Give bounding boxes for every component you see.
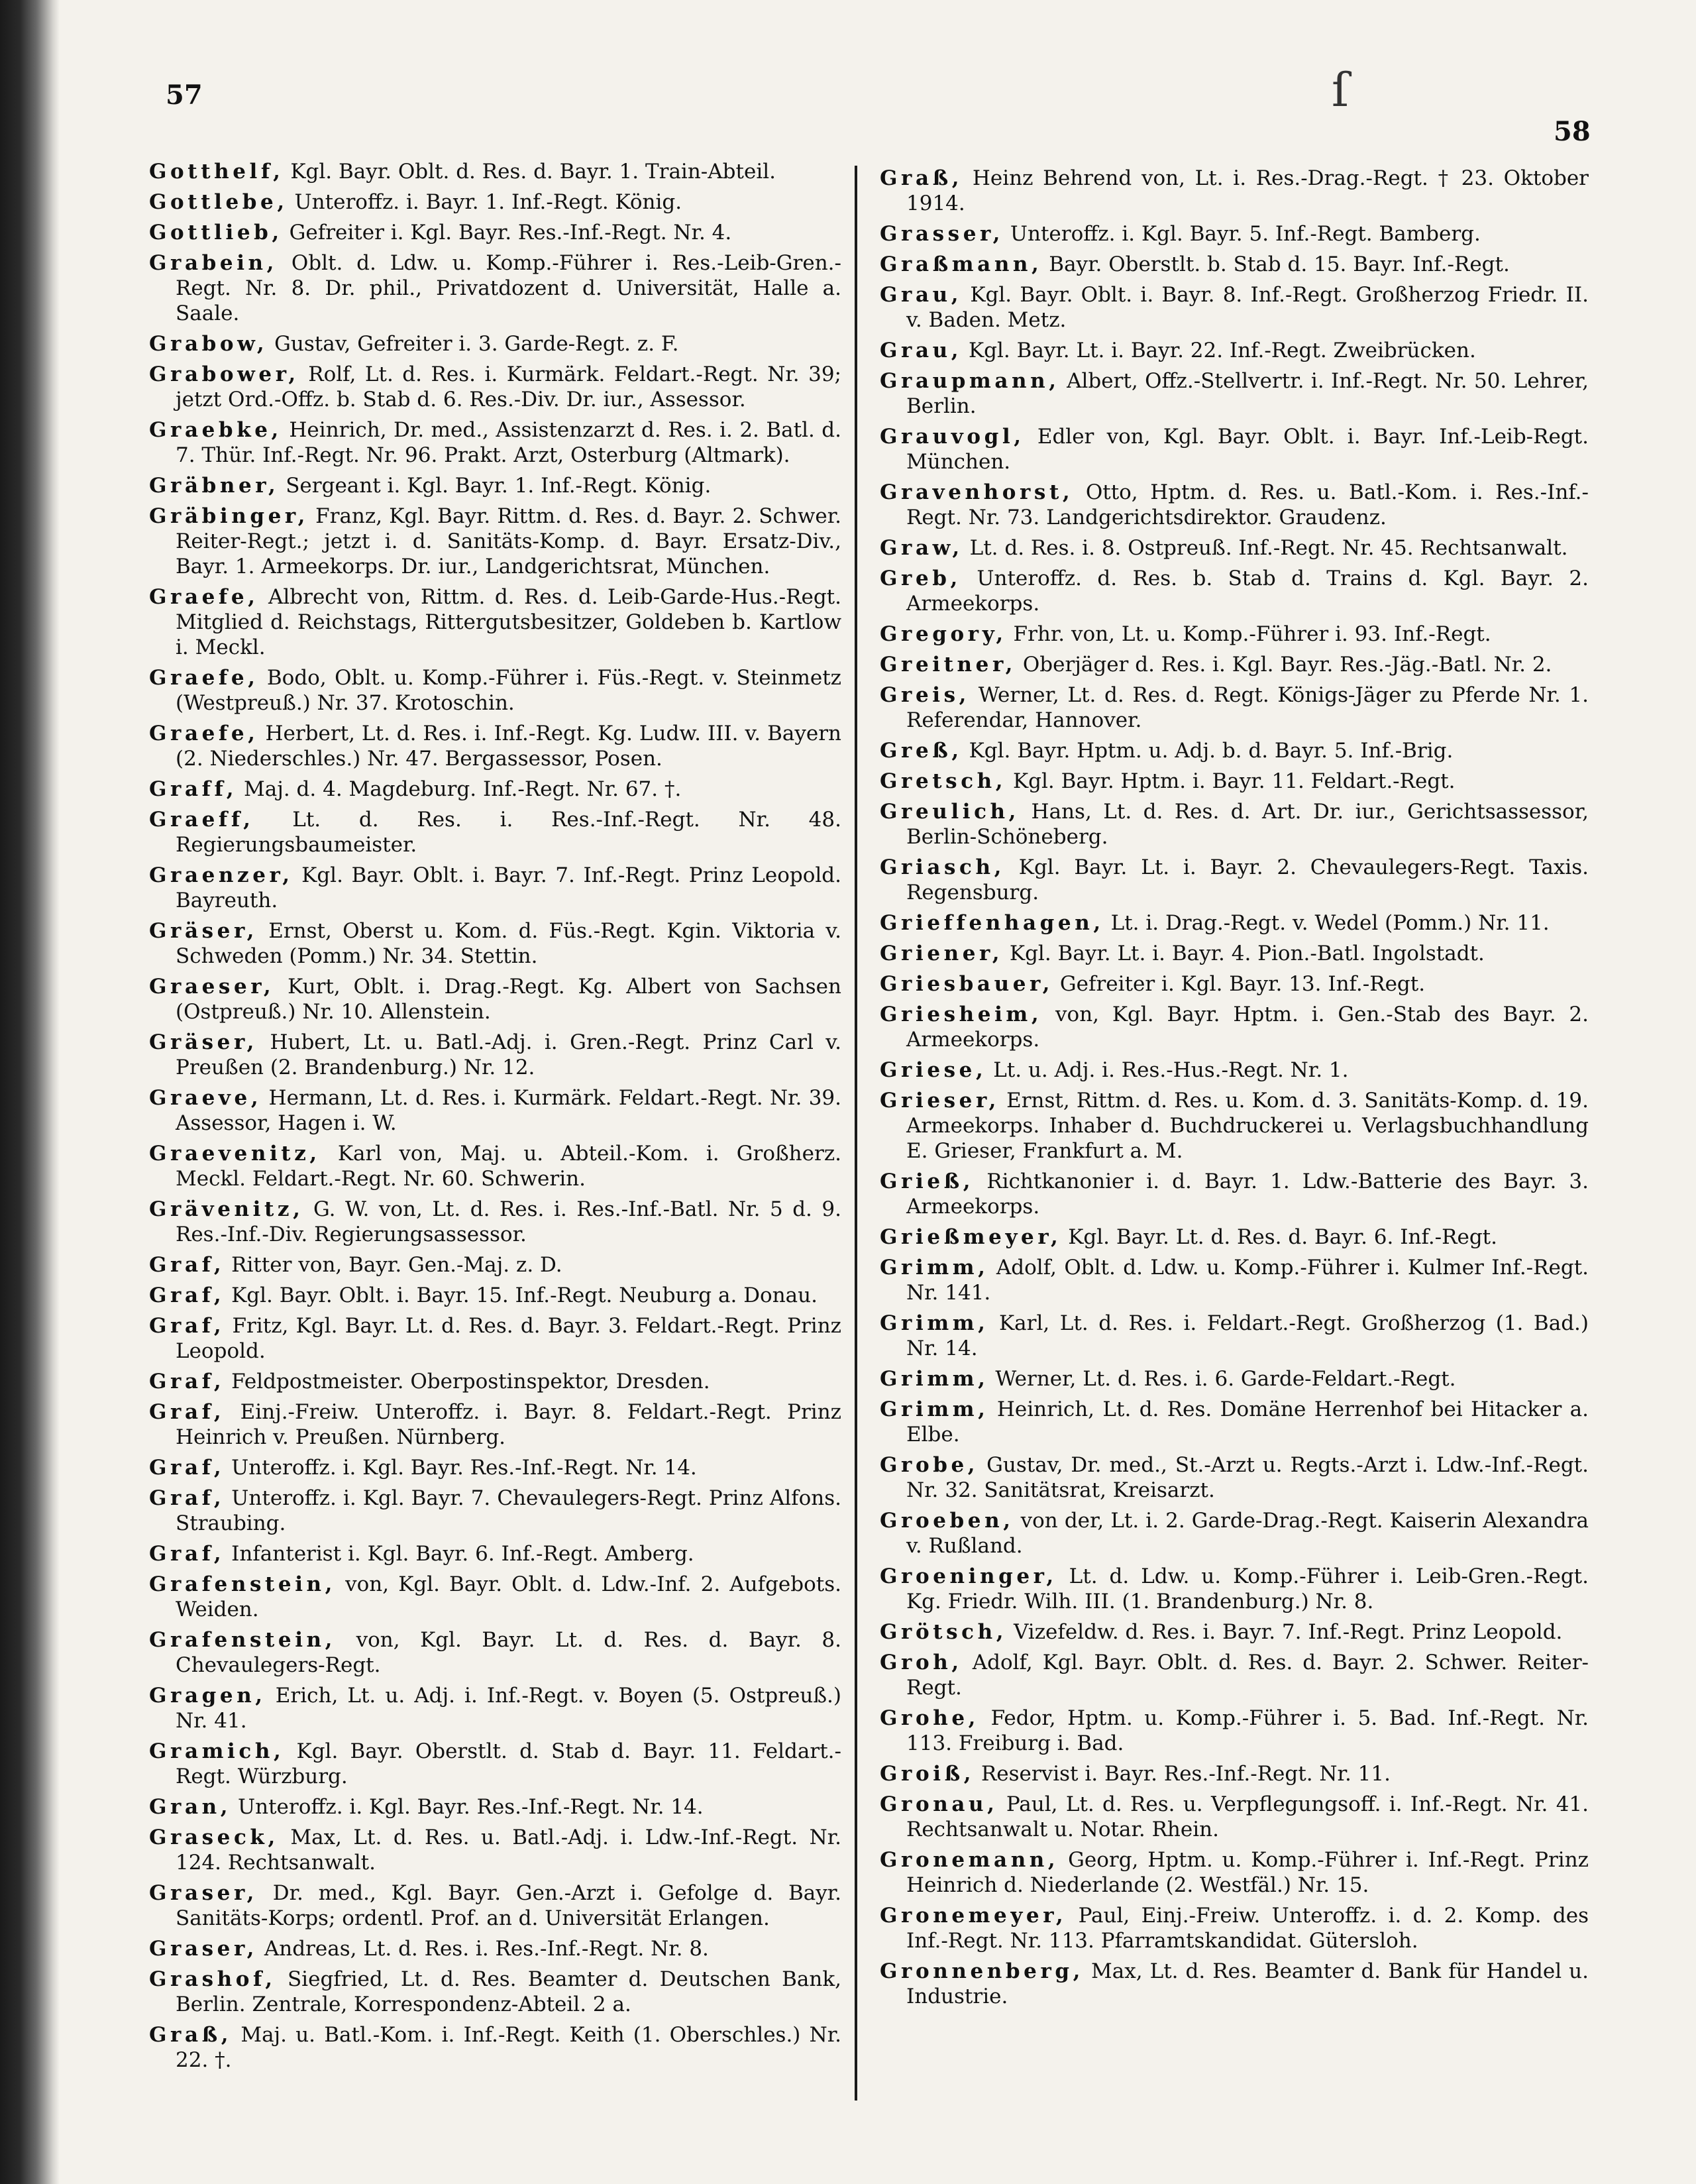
directory-entry [880, 252, 1589, 277]
directory-entry [149, 220, 841, 245]
entry-surname: Grobe, [880, 1453, 979, 1477]
directory-entry [149, 1486, 841, 1536]
entry-details: Oberjäger d. Res. i. Kgl. Bayr. Res.-Jäg.-Batl. Nr. 2. [1016, 653, 1552, 677]
entry-details: Karl von, Maj. u. Abteil.-Kom. i. Großherz. Meckl. Feldart.-Regt. Nr. 60. Schwerin. [176, 1142, 841, 1191]
entry-surname: Graff, [149, 777, 238, 801]
entry-details: Lt. d. Res. i. Res.-Inf.-Regt. Nr. 48. Regierungsbaumeister. [176, 808, 841, 857]
entry-details: von, Kgl. Bayr. Lt. d. Res. d. Bayr. 8. Chevaulegers-Regt. [176, 1628, 841, 1677]
entry-details: Albert, Offz.-Stellvertr. i. Inf.-Regt. Nr. 50. Lehrer, Berlin. [906, 369, 1589, 418]
entry-details: Heinrich, Lt. d. Res. Domäne Herrenhof bei Hitacker a. Elbe. [906, 1397, 1589, 1447]
entry-details: Paul, Lt. d. Res. u. Verpflegungsoff. i. Inf.-Regt. Nr. 41. Rechtsanwalt u. Notar. Rhein. [906, 1792, 1589, 1841]
entry-surname: Groh, [880, 1651, 963, 1674]
entry-details: Hermann, Lt. d. Res. i. Kurmärk. Feldart.-Regt. Nr. 39. Assessor, Hagen i. W. [176, 1086, 841, 1135]
directory-entry [880, 1564, 1589, 1614]
entry-surname: Graf, [149, 1456, 225, 1480]
directory-entry [149, 362, 841, 412]
entry-details: Einj.-Freiw. Unteroffz. i. Bayr. 8. Feldart.-Regt. Prinz Heinrich v. Preußen. Nürnberg. [176, 1400, 841, 1449]
entry-surname: Grohe, [880, 1706, 980, 1730]
entry-details: Bodo, Oblt. u. Komp.-Führer i. Füs.-Regt. v. Steinmetz (Westpreuß.) Nr. 37. Krotoschin. [176, 666, 841, 715]
entry-surname: Griener, [880, 942, 1004, 965]
entry-details: Edler von, Kgl. Bayr. Oblt. i. Bayr. Inf.-Leib-Regt. München. [906, 425, 1589, 474]
directory-entry [880, 682, 1589, 733]
directory-entry [149, 1455, 841, 1480]
entry-details: Georg, Hptm. u. Komp.-Führer i. Inf.-Regt. Prinz Heinrich d. Niederlande (2. Westfäl.) Nr. 15. [906, 1848, 1589, 1897]
entry-surname: Greb, [880, 567, 961, 590]
entry-surname: Griese, [880, 1058, 987, 1082]
entry-surname: Gran, [149, 1795, 232, 1819]
entry-surname: Graeve, [149, 1086, 262, 1110]
entry-surname: Graf, [149, 1283, 225, 1307]
directory-entry [149, 504, 841, 579]
entry-surname: Grasser, [880, 222, 1004, 246]
entry-details: Gefreiter i. Kgl. Bayr. Res.-Inf.-Regt. Nr. 4. [282, 221, 732, 245]
entry-details: Herbert, Lt. d. Res. i. Inf.-Regt. Kg. Ludw. III. v. Bayern (2. Niederschles.) Nr. 47. Bergassessor, Posen. [176, 722, 841, 771]
entry-details: Erich, Lt. u. Adj. i. Inf.-Regt. v. Boyen (5. Ostpreuß.) Nr. 41. [176, 1684, 841, 1733]
entry-details: Kgl. Bayr. Hptm. i. Bayr. 11. Feldart.-Regt. [1006, 769, 1456, 793]
entry-details: Unteroffz. i. Bayr. 1. Inf.-Regt. König. [288, 190, 682, 214]
left-column [149, 159, 841, 2078]
directory-entry [880, 769, 1589, 794]
directory-entry [149, 1794, 841, 1820]
directory-entry [880, 1761, 1589, 1786]
directory-entry [149, 1683, 841, 1733]
directory-entry [880, 1058, 1589, 1083]
entry-surname: Greitner, [880, 653, 1016, 677]
entry-details: Maj. d. 4. Magdeburg. Inf.-Regt. Nr. 67. †. [237, 777, 682, 801]
entry-surname: Grafenstein, [149, 1628, 337, 1652]
entry-surname: Greß, [880, 739, 963, 763]
margin-pencil-mark: ſ [1332, 63, 1349, 117]
entry-details: G. W. von, Lt. d. Res. i. Res.-Inf.-Batl. Nr. 5 d. 9. Res.-Inf.-Div. Regierungsassessor. [176, 1197, 841, 1246]
entry-details: Kurt, Oblt. i. Drag.-Regt. Kg. Albert von Sachsen (Ostpreuß.) Nr. 10. Allenstein. [176, 975, 841, 1024]
entry-details: Lt. d. Ldw. u. Komp.-Führer i. Leib-Gren.-Regt. Kg. Friedr. Wilh. III. (1. Brandenburg.) Nr. 8. [906, 1564, 1589, 1613]
entry-surname: Grau, [880, 339, 963, 362]
entry-details: Maj. u. Batl.-Kom. i. Inf.-Regt. Keith (1. Oberschles.) Nr. 22. †. [176, 2023, 841, 2072]
entry-details: Andreas, Lt. d. Res. i. Res.-Inf.-Regt. Nr. 8. [258, 1937, 709, 1961]
entry-details: von der, Lt. i. 2. Garde-Drag.-Regt. Kaiserin Alexandra v. Rußland. [906, 1509, 1589, 1558]
entry-details: Infanterist i. Kgl. Bayr. 6. Inf.-Regt. Amberg. [225, 1542, 694, 1566]
entry-surname: Grieffenhagen, [880, 911, 1104, 935]
directory-entry [880, 652, 1589, 677]
directory-entry [149, 1967, 841, 2017]
entry-details: Lt. d. Res. i. 8. Ostpreuß. Inf.-Regt. Nr. 45. Rechtsanwalt. [963, 536, 1568, 560]
directory-entry [149, 1283, 841, 1308]
entry-details: Lt. u. Adj. i. Res.-Hus.-Regt. Nr. 1. [986, 1058, 1349, 1082]
directory-entry [149, 159, 841, 184]
entry-details: Kgl. Bayr. Lt. d. Res. d. Bayr. 6. Inf.-Regt. [1061, 1225, 1497, 1249]
entry-surname: Graseck, [149, 1826, 279, 1849]
entry-surname: Graf, [149, 1370, 225, 1393]
directory-entry [880, 1847, 1589, 1898]
entry-details: Oblt. d. Ldw. u. Komp.-Führer i. Res.-Leib-Gren.-Regt. Nr. 8. Dr. phil., Privatdozent d. Universität, Halle a. Saale. [176, 251, 841, 325]
page-number-right: 58 [1554, 116, 1591, 147]
entry-surname: Groiß, [880, 1762, 975, 1786]
entry-surname: Grießmeyer, [880, 1225, 1062, 1249]
entry-details: Kgl. Bayr. Oblt. i. Bayr. 15. Inf.-Regt. Neuburg a. Donau. [225, 1283, 818, 1307]
directory-entry [880, 535, 1589, 561]
entry-surname: Graser, [149, 1937, 258, 1961]
entry-surname: Graf, [149, 1542, 225, 1566]
entry-surname: Graf, [149, 1400, 225, 1424]
entry-details: Sergeant i. Kgl. Bayr. 1. Inf.-Regt. König. [279, 474, 712, 498]
entry-details: Kgl. Bayr. Lt. i. Bayr. 22. Inf.-Regt. Zweibrücken. [962, 339, 1476, 362]
directory-entry [880, 566, 1589, 616]
entry-surname: Grävenitz, [149, 1197, 304, 1221]
directory-entry [880, 221, 1589, 246]
entry-surname: Gronau, [880, 1792, 998, 1816]
entry-details: Gefreiter i. Kgl. Bayr. 13. Inf.-Regt. [1053, 972, 1426, 996]
directory-entry [149, 331, 841, 356]
directory-entry [880, 480, 1589, 530]
directory-entry [149, 473, 841, 498]
directory-entry [149, 2022, 841, 2073]
entry-surname: Graefe, [149, 585, 259, 609]
entry-details: Fritz, Kgl. Bayr. Lt. d. Res. d. Bayr. 3. Feldart.-Regt. Prinz Leopold. [176, 1314, 841, 1363]
entry-surname: Gregory, [880, 622, 1007, 646]
entry-surname: Greulich, [880, 800, 1020, 824]
directory-entry [880, 1706, 1589, 1756]
entry-details: von, Kgl. Bayr. Oblt. d. Ldw.-Inf. 2. Aufgebots. Weiden. [176, 1572, 841, 1621]
directory-entry [149, 665, 841, 716]
directory-entry [880, 1650, 1589, 1700]
directory-entry [880, 424, 1589, 474]
entry-surname: Grieser, [880, 1089, 1000, 1113]
entry-surname: Graser, [149, 1881, 258, 1905]
entry-surname: Groeninger, [880, 1564, 1057, 1588]
directory-entry [149, 250, 841, 326]
directory-entry [880, 1311, 1589, 1361]
entry-surname: Graeff, [149, 808, 254, 832]
right-column [880, 166, 1589, 2014]
entry-surname: Gretsch, [880, 769, 1007, 793]
directory-entry [149, 1030, 841, 1080]
directory-entry [880, 1255, 1589, 1305]
entry-details: Max, Lt. d. Res. u. Batl.-Adj. i. Ldw.-Inf.-Regt. Nr. 124. Rechtsanwalt. [176, 1826, 841, 1875]
directory-entry [880, 738, 1589, 763]
entry-details: von, Kgl. Bayr. Hptm. i. Gen.-Stab des Bayr. 2. Armeekorps. [906, 1003, 1589, 1052]
directory-entry [880, 1169, 1589, 1219]
entry-surname: Graefe, [149, 666, 259, 690]
entry-surname: Gronemann, [880, 1848, 1059, 1872]
entry-details: Otto, Hptm. d. Res. u. Batl.-Kom. i. Res.-Inf.-Regt. Nr. 73. Landgerichtsdirektor. Graudenz. [906, 480, 1589, 529]
entry-surname: Griesbauer, [880, 972, 1054, 996]
entry-surname: Grafenstein, [149, 1572, 337, 1596]
directory-entry [149, 1252, 841, 1278]
entry-details: Unteroffz. d. Res. b. Stab d. Trains d. Kgl. Bayr. 2. Armeekorps. [906, 567, 1589, 616]
directory-entry [149, 1572, 841, 1622]
entry-details: Unteroffz. i. Kgl. Bayr. 7. Chevaulegers-Regt. Prinz Alfons. Straubing. [176, 1486, 841, 1535]
directory-entry [880, 1366, 1589, 1392]
directory-entry [149, 1141, 841, 1191]
entry-surname: Grötsch, [880, 1620, 1008, 1644]
entry-details: Reservist i. Bayr. Res.-Inf.-Regt. Nr. 11. [975, 1762, 1391, 1786]
entry-surname: Gottlebe, [149, 190, 288, 214]
entry-details: Albrecht von, Rittm. d. Res. d. Leib-Garde-Hus.-Regt. Mitglied d. Reichstags, Rittergutsbesitzer, Goldeben b. Kartlow i. Meckl. [176, 585, 841, 659]
entry-surname: Graf, [149, 1486, 225, 1510]
directory-entry [149, 1085, 841, 1136]
entry-details: Unteroffz. i. Kgl. Bayr. Res.-Inf.-Regt. Nr. 14. [225, 1456, 697, 1480]
entry-details: Vizefeldw. d. Res. i. Bayr. 7. Inf.-Regt. Prinz Leopold. [1007, 1620, 1563, 1644]
entry-surname: Graß, [880, 166, 963, 190]
directory-entry [880, 855, 1589, 905]
entry-details: Ernst, Oberst u. Kom. d. Füs.-Regt. Kgin. Viktoria v. Schweden (Pomm.) Nr. 34. Stettin. [176, 919, 841, 968]
entry-details: Hans, Lt. d. Res. d. Art. Dr. iur., Gerichtsassessor, Berlin-Schöneberg. [906, 800, 1589, 849]
entry-details: Bayr. Oberstlt. b. Stab d. 15. Bayr. Inf.-Regt. [1042, 252, 1510, 276]
directory-entry [880, 941, 1589, 966]
entry-details: Frhr. von, Lt. u. Komp.-Führer i. 93. Inf.-Regt. [1006, 622, 1491, 646]
entry-details: Franz, Kgl. Bayr. Rittm. d. Res. d. Bayr. 2. Schwer. Reiter-Regt.; jetzt i. d. Sanitäts-Komp. d. Bayr. Ersatz-Div., Bayr. 1. Armeekorps. Dr. iur., Landgerichtsrat, München. [176, 504, 841, 578]
directory-entry [880, 622, 1589, 647]
entry-details: Heinz Behrend von, Lt. i. Res.-Drag.-Regt. † 23. Oktober 1914. [906, 166, 1589, 215]
entry-surname: Grau, [880, 283, 963, 307]
entry-details: Unteroffz. i. Kgl. Bayr. 5. Inf.-Regt. Bamberg. [1004, 222, 1481, 246]
directory-entry [149, 1881, 841, 1931]
entry-details: Werner, Lt. d. Res. i. 6. Garde-Feldart.-Regt. [988, 1367, 1456, 1391]
directory-entry [149, 1541, 841, 1566]
entry-surname: Grabow, [149, 332, 268, 356]
directory-entry [880, 1619, 1589, 1645]
entry-surname: Graß, [149, 2023, 233, 2047]
entry-surname: Grimm, [880, 1256, 989, 1280]
directory-entry [880, 282, 1589, 333]
entry-surname: Grimm, [880, 1397, 989, 1421]
directory-entry [880, 338, 1589, 363]
entry-surname: Gravenhorst, [880, 480, 1074, 504]
entry-surname: Graupmann, [880, 369, 1060, 393]
directory-entry [149, 863, 841, 913]
entry-surname: Gronnenberg, [880, 1959, 1084, 1983]
entry-surname: Grabower, [149, 362, 299, 386]
entry-details: Kgl. Bayr. Oblt. i. Bayr. 8. Inf.-Regt. Großherzog Friedr. II. v. Baden. Metz. [906, 283, 1589, 332]
entry-surname: Graebke, [149, 418, 282, 442]
directory-entry [149, 584, 841, 660]
directory-entry [149, 1369, 841, 1394]
entry-details: Max, Lt. d. Res. Beamter d. Bank für Handel u. Industrie. [906, 1959, 1589, 2008]
entry-details: Richtkanonier i. d. Bayr. 1. Ldw.-Batterie des Bayr. 3. Armeekorps. [906, 1170, 1589, 1219]
directory-entry [149, 918, 841, 969]
entry-surname: Gramich, [149, 1739, 285, 1763]
directory-entry [880, 1959, 1589, 2009]
entry-details: Feldpostmeister. Oberpostinspektor, Dresden. [225, 1370, 710, 1393]
entry-details: Heinrich, Dr. med., Assistenzarzt d. Res. i. 2. Batl. d. 7. Thür. Inf.-Regt. Nr. 96. Prakt. Arzt, Osterburg (Altmark). [176, 418, 841, 467]
directory-entry [149, 721, 841, 771]
directory-entry [149, 417, 841, 468]
entry-surname: Graevenitz, [149, 1142, 321, 1166]
entry-details: Paul, Einj.-Freiw. Unteroffz. i. d. 2. Komp. des Inf.-Regt. Nr. 113. Pfarramtskandidat. Gütersloh. [906, 1904, 1589, 1953]
entry-surname: Groeben, [880, 1509, 1014, 1533]
entry-details: Hubert, Lt. u. Batl.-Adj. i. Gren.-Regt. Prinz Carl v. Preußen (2. Brandenburg.) Nr. 12. [176, 1030, 841, 1079]
entry-surname: Gronemeyer, [880, 1904, 1067, 1928]
directory-entry [149, 1399, 841, 1450]
directory-entry [149, 1197, 841, 1247]
entry-surname: Greis, [880, 683, 971, 707]
entry-surname: Grimm, [880, 1367, 989, 1391]
entry-details: Adolf, Oblt. d. Ldw. u. Komp.-Führer i. Kulmer Inf.-Regt. Nr. 141. [906, 1256, 1589, 1305]
entry-details: Unteroffz. i. Kgl. Bayr. Res.-Inf.-Regt. Nr. 14. [231, 1795, 704, 1819]
entry-surname: Gräbinger, [149, 504, 309, 528]
page-number-left: 57 [166, 80, 203, 111]
directory-entry [880, 166, 1589, 216]
entry-surname: Griasch, [880, 855, 1005, 879]
entry-details: Rolf, Lt. d. Res. i. Kurmärk. Feldart.-Regt. Nr. 39; jetzt Ord.-Offz. b. Stab d. 6. Res.-Div. Dr. iur., Assessor. [176, 362, 841, 411]
directory-entry [149, 1739, 841, 1789]
directory-entry [880, 1452, 1589, 1503]
entry-surname: Grashof, [149, 1967, 276, 1991]
directory-entry [880, 1225, 1589, 1250]
entry-surname: Gräser, [149, 1030, 258, 1054]
entry-surname: Griesheim, [880, 1003, 1043, 1026]
entry-details: Ernst, Rittm. d. Res. u. Kom. d. 3. Sanitäts-Komp. d. 19. Armeekorps. Inhaber d. Buchdruckerei u. Verlagsbuchhandlung E. Grieser, Frankfurt a. M. [906, 1089, 1589, 1163]
directory-entry [149, 1313, 841, 1364]
entry-details: Kgl. Bayr. Lt. i. Bayr. 2. Chevaulegers-Regt. Taxis. Regensburg. [906, 855, 1589, 904]
entry-surname: Gotthelf, [149, 160, 284, 184]
entry-details: Kgl. Bayr. Lt. i. Bayr. 4. Pion.-Batl. Ingolstadt. [1003, 942, 1485, 965]
entry-surname: Grabein, [149, 251, 278, 275]
directory-entry [880, 368, 1589, 419]
entry-surname: Grauvogl, [880, 425, 1025, 449]
entry-details: Siegfried, Lt. d. Res. Beamter d. Deutschen Bank, Berlin. Zentrale, Korrespondenz-Abteil. 2 a. [176, 1967, 841, 2016]
directory-entry [880, 1508, 1589, 1558]
entry-surname: Gottlieb, [149, 221, 283, 245]
entry-surname: Grieß, [880, 1170, 975, 1193]
entry-surname: Graeser, [149, 975, 275, 999]
directory-entry [880, 1002, 1589, 1052]
directory-entry [880, 799, 1589, 849]
book-binding-shadow [0, 0, 60, 2184]
entry-surname: Graw, [880, 536, 963, 560]
entry-surname: Graefe, [149, 722, 259, 745]
entry-surname: Gräser, [149, 919, 258, 943]
entry-details: Dr. med., Kgl. Bayr. Gen.-Arzt i. Gefolge d. Bayr. Sanitäts-Korps; ordentl. Prof. an d. Universität Erlangen. [176, 1881, 841, 1930]
entry-details: Fedor, Hptm. u. Komp.-Führer i. 5. Bad. Inf.-Regt. Nr. 113. Freiburg i. Bad. [906, 1706, 1589, 1755]
entry-surname: Graenzer, [149, 863, 293, 887]
entry-surname: Graßmann, [880, 252, 1043, 276]
entry-details: Kgl. Bayr. Oblt. i. Bayr. 7. Inf.-Regt. Prinz Leopold. Bayreuth. [176, 863, 841, 912]
entry-surname: Graf, [149, 1253, 225, 1277]
entry-surname: Grimm, [880, 1311, 989, 1335]
directory-entry [880, 910, 1589, 936]
directory-entry [149, 974, 841, 1024]
directory-entry [149, 1936, 841, 1961]
entry-surname: Graf, [149, 1314, 225, 1338]
entry-details: Ritter von, Bayr. Gen.-Maj. z. D. [225, 1253, 562, 1277]
column-divider [855, 166, 857, 2101]
entry-details: Lt. i. Drag.-Regt. v. Wedel (Pomm.) Nr. 11. [1104, 911, 1550, 935]
directory-entry [880, 1088, 1589, 1164]
directory-entry [149, 777, 841, 802]
entry-details: Gustav, Dr. med., St.-Arzt u. Regts.-Arzt i. Ldw.-Inf.-Regt. Nr. 32. Sanitätsrat, Kreisarzt. [906, 1453, 1589, 1502]
entry-details: Kgl. Bayr. Oberstlt. d. Stab d. Bayr. 11. Feldart.-Regt. Würzburg. [176, 1739, 841, 1788]
entry-details: Werner, Lt. d. Res. d. Regt. Königs-Jäger zu Pferde Nr. 1. Referendar, Hannover. [906, 683, 1589, 732]
directory-entry [880, 1903, 1589, 1953]
entry-surname: Gragen, [149, 1684, 266, 1708]
entry-details: Adolf, Kgl. Bayr. Oblt. d. Res. d. Bayr. 2. Schwer. Reiter-Regt. [906, 1651, 1589, 1700]
entry-details: Kgl. Bayr. Hptm. u. Adj. b. d. Bayr. 5. Inf.-Brig. [962, 739, 1454, 763]
directory-entry [149, 190, 841, 215]
entry-details: Kgl. Bayr. Oblt. d. Res. d. Bayr. 1. Train-Abteil. [284, 160, 776, 184]
directory-entry [880, 971, 1589, 997]
directory-entry [880, 1792, 1589, 1842]
directory-entry [149, 807, 841, 857]
directory-entry [149, 1825, 841, 1875]
directory-entry [149, 1627, 841, 1678]
entry-details: Gustav, Gefreiter i. 3. Garde-Regt. z. F. [268, 332, 679, 356]
entry-surname: Gräbner, [149, 474, 280, 498]
directory-entry [880, 1397, 1589, 1447]
entry-details: Karl, Lt. d. Res. i. Feldart.-Regt. Großherzog (1. Bad.) Nr. 14. [906, 1311, 1589, 1360]
